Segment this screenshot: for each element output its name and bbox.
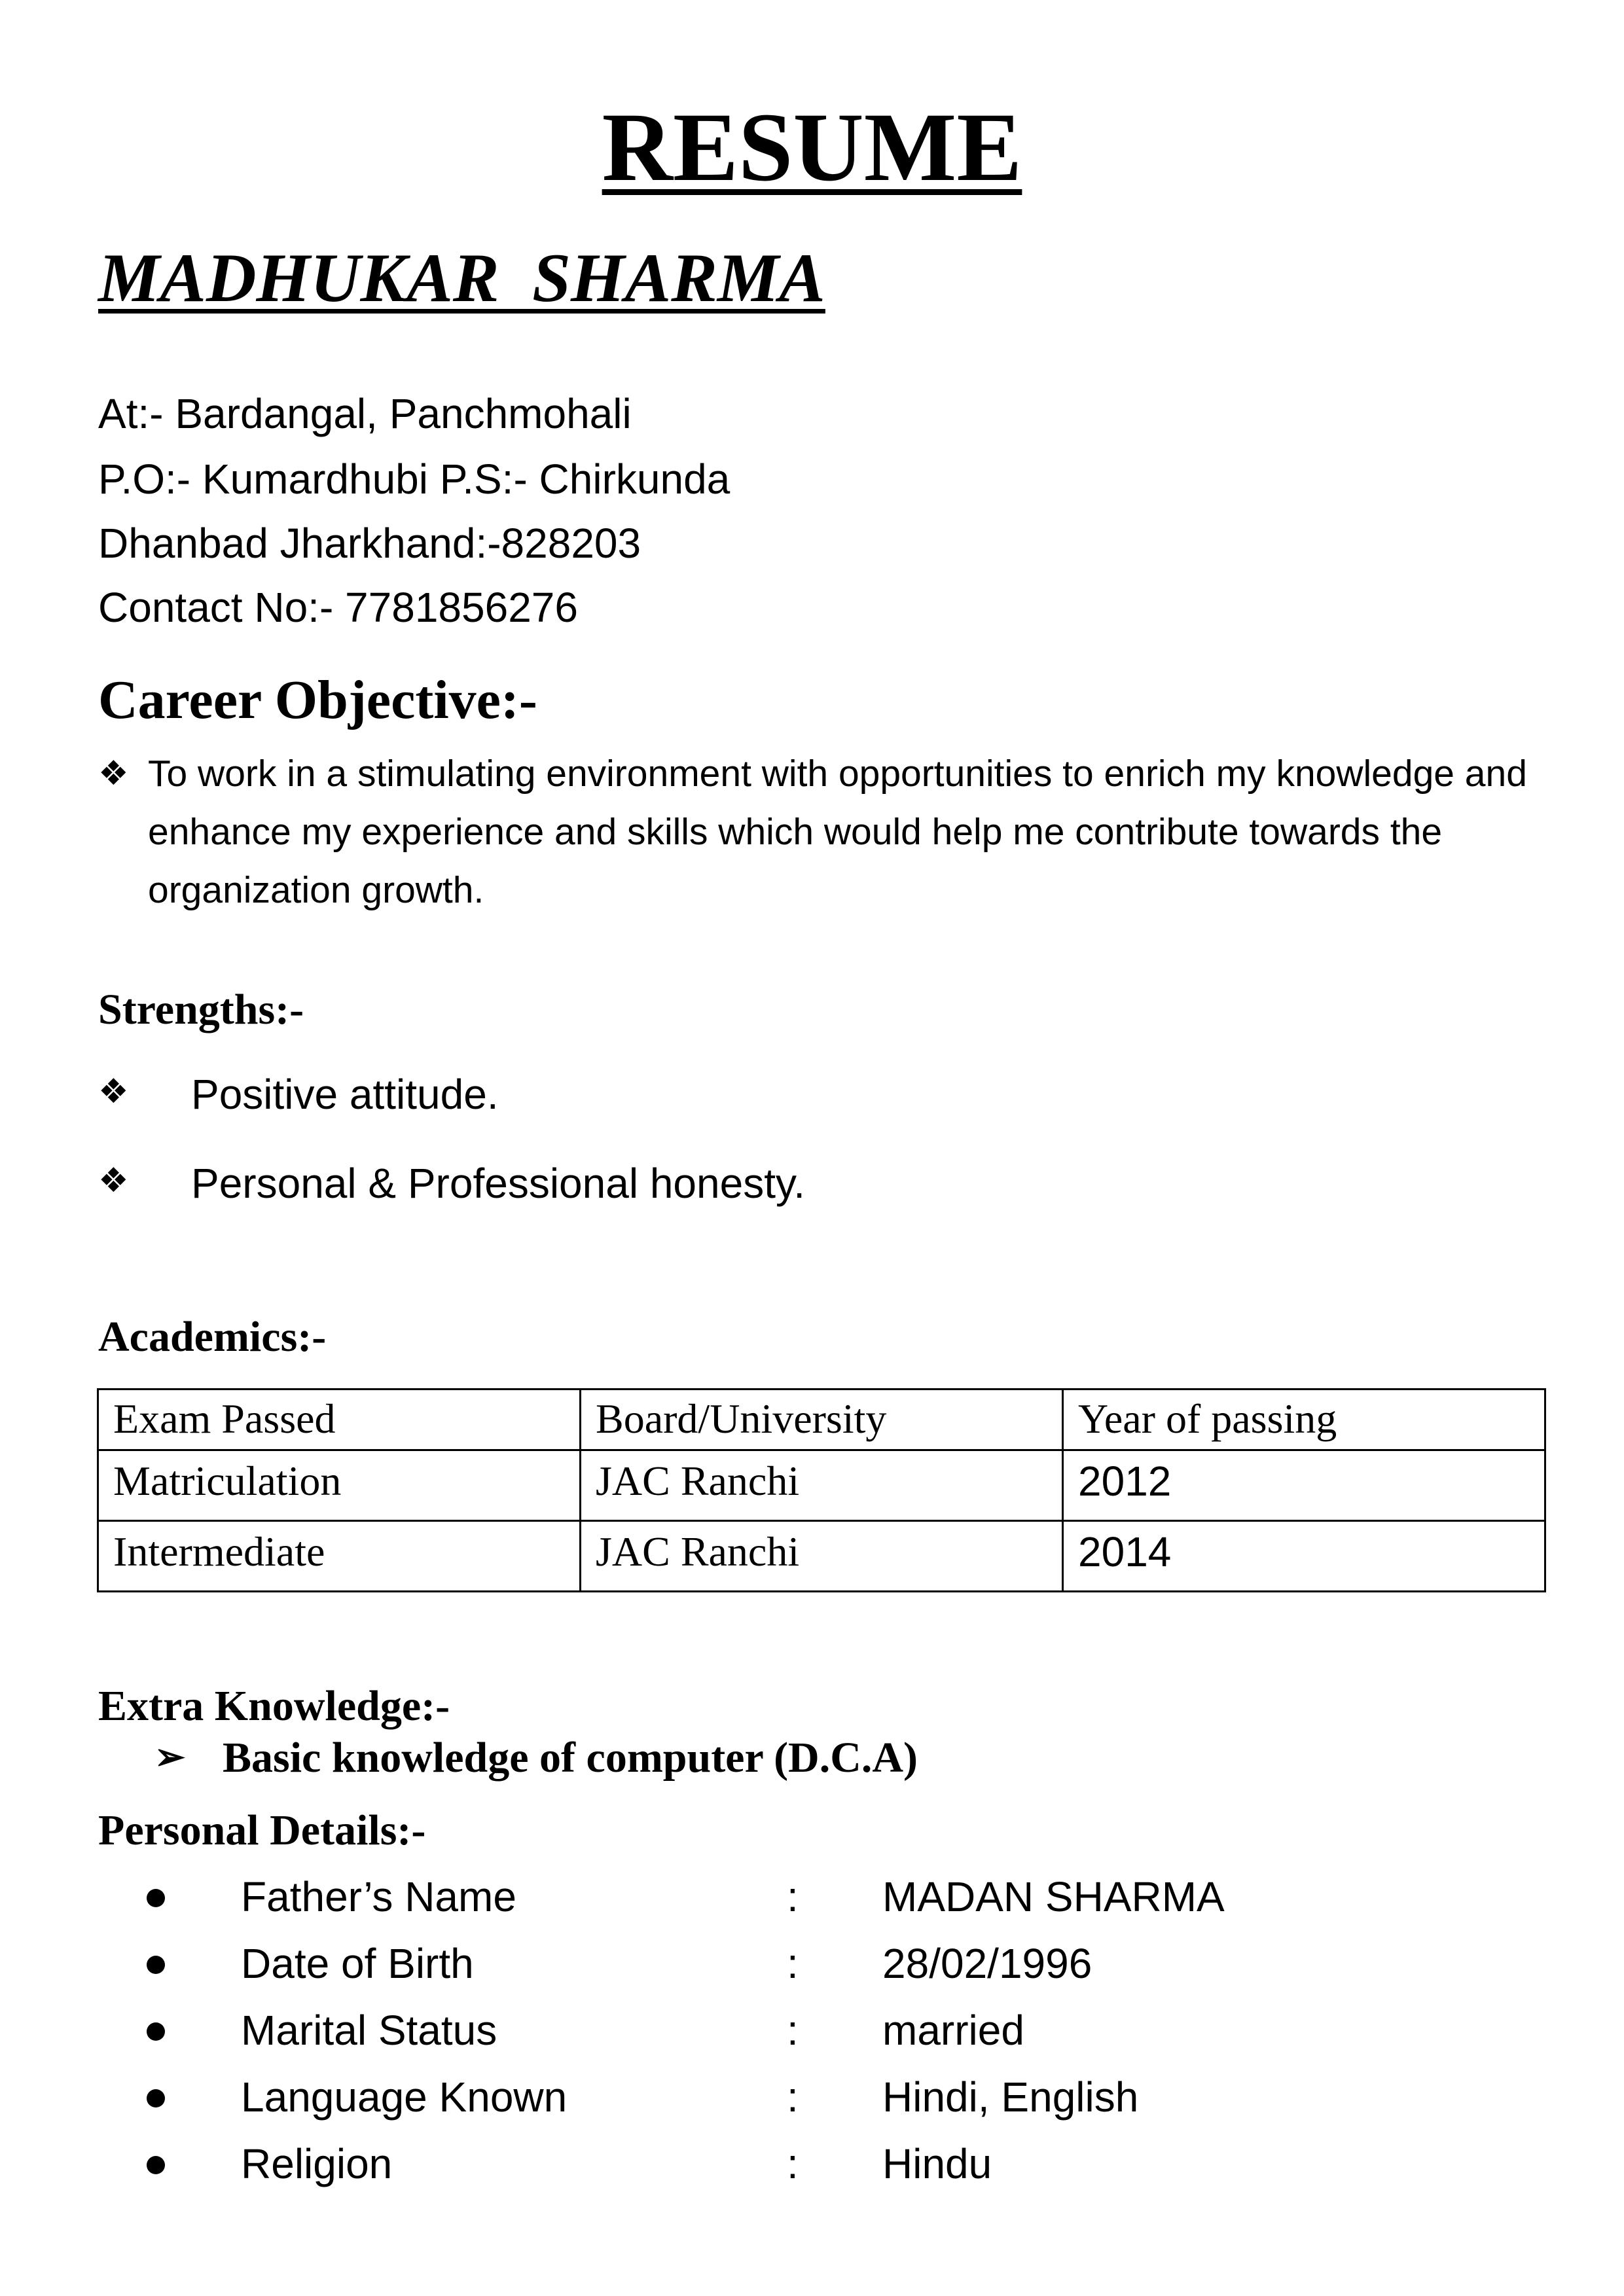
career-objective-heading: Career Objective:- (98, 670, 537, 730)
detail-label: Father’s Name (241, 1873, 516, 1920)
bullet-dot-icon (147, 2156, 165, 2174)
column-header: Board/University (581, 1390, 1063, 1450)
detail-separator: : (787, 2073, 799, 2121)
strengths-heading: Strengths:- (98, 986, 304, 1033)
extra-knowledge-heading: Extra Knowledge:- (98, 1682, 450, 1730)
table-row (98, 1450, 1545, 1521)
strength-text: Personal & Professional honesty. (191, 1160, 805, 1207)
address-line-2: P.O:- Kumardhubi P.S:- Chirkunda (98, 456, 731, 503)
table-cell-exam: Matriculation (98, 1450, 581, 1521)
detail-value: Hindu (882, 2140, 992, 2187)
detail-label: Religion (241, 2140, 393, 2187)
candidate-name: MADHUKAR SHARMA (98, 240, 825, 316)
document-title: RESUME (602, 93, 1022, 202)
academics-table (97, 1388, 1546, 1592)
address-line-1: At:- Bardangal, Panchmohali (98, 390, 632, 437)
extra-knowledge-text: Basic knowledge of computer (D.C.A) (223, 1734, 918, 1782)
detail-separator: : (787, 1940, 799, 1987)
academics-heading: Academics:- (98, 1313, 327, 1361)
detail-separator: : (787, 2140, 799, 2187)
bullet-dot-icon (147, 1889, 165, 1907)
contact-number: Contact No:- 7781856276 (98, 584, 578, 631)
detail-label: Date of Birth (241, 1940, 474, 1987)
diamond-bullet-icon: ❖ (98, 755, 129, 793)
personal-details-heading: Personal Details:- (98, 1806, 426, 1854)
diamond-bullet-icon: ❖ (98, 1073, 129, 1111)
arrow-bullet-icon: ➢ (154, 1737, 185, 1778)
detail-separator: : (787, 2007, 799, 2054)
detail-value: 28/02/1996 (882, 1940, 1092, 1987)
strength-text: Positive attitude. (191, 1071, 499, 1118)
detail-separator: : (787, 1873, 799, 1920)
detail-value: married (882, 2007, 1024, 2054)
table-cell-year: 2012 (1063, 1450, 1545, 1521)
column-header: Year of passing (1063, 1390, 1545, 1450)
table-cell-board: JAC Ranchi (581, 1521, 1063, 1592)
bullet-dot-icon (147, 2089, 165, 2108)
bullet-dot-icon (147, 1956, 165, 1974)
detail-value: Hindi, English (882, 2073, 1139, 2121)
column-header: Exam Passed (98, 1390, 581, 1450)
detail-label: Language Known (241, 2073, 568, 2121)
table-cell-year: 2014 (1063, 1521, 1545, 1592)
table-row (98, 1521, 1545, 1592)
address-line-3: Dhanbad Jharkhand:-828203 (98, 520, 641, 567)
detail-label: Marital Status (241, 2007, 497, 2054)
detail-value: MADAN SHARMA (882, 1873, 1225, 1920)
table-cell-exam: Intermediate (98, 1521, 581, 1592)
career-objective-text: To work in a stimulating environment with opportunities to enrich my knowledge and enhance my experience and skills which would help me contribute towards the organization growth. (148, 753, 1527, 911)
bullet-dot-icon (147, 2022, 165, 2041)
diamond-bullet-icon: ❖ (98, 1162, 129, 1200)
table-cell-board: JAC Ranchi (581, 1450, 1063, 1521)
table-header-row (98, 1390, 1545, 1450)
